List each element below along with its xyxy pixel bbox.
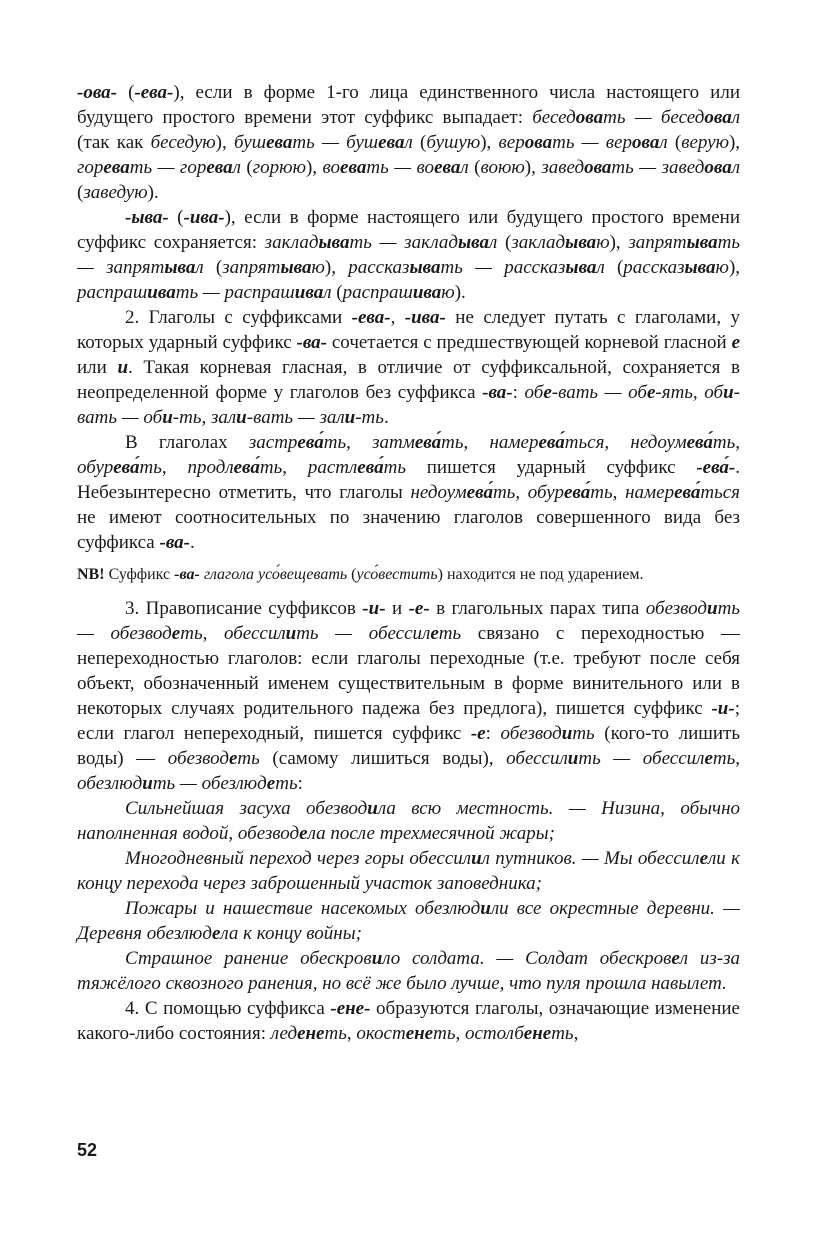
paragraph-rule-4: 4. С помощью суффикса -ене- образуются глаголы, означающие изменение какого-либо состояния: леденеть, окостенеть, остолбенеть, [77,998,740,1044]
page-body [77,80,740,1046]
paragraph-rule-2: 2. Глаголы с суффиксами -ева-, -ива- не следует путать с глаголами, у которых ударный суффикс -ва- сочетается с предшествующей корневой гласной е или и. Такая корневая гласная, в отличие от суффиксальной, сохраняется в неопределенной форме у глаголов без суффикса -ва-: обе-вать — обе-ять, оби-вать — оби-ть, зали-вать — зали-ть. [77,307,740,428]
paragraph-ova-suffix: -ова- (-ева-), если в форме 1-го лица единственного числа настоящего или будущего простого времени этот суффикс выпадает: беседовать — беседовал (так как беседую), бушевать — бушевал (бушую), веровать — веровал (верую), горевать — горевал (горюю), воевать — воевал (воюю), заведовать — заведовал (заведую). [77,82,741,203]
example-drought: Сильнейшая засуха обезводила всю местность. — Низина, обычно наполненная водой, обезводела после трехмесячной жары; [77,798,740,844]
example-mountains: Многодневный переход через горы обессилил путников. — Мы обессилели к концу перехода через заброшенный участок заповедника; [77,848,740,894]
paragraph-yva-suffix: -ыва- (-ива-), если в форме настоящего или будущего простого времени суффикс сохраняется: закладывать — закладывал (закладываю), запрятывать — запрятывал (запрятываю), рассказывать — рассказывал (рассказываю), распрашивать — распрашивал (распрашиваю). [77,207,741,303]
example-wound: Страшное ранение обескровило солдата. — Солдат обескровел из-за тяжёлого сквозного ранения, но всё же было лучше, что пуля прошла навылет. [77,948,741,994]
paragraph-rule-3: 3. Правописание суффиксов -и- и -е- в глагольных парах типа обезводить — обезводеть, обессилить — обессилеть связано с переходностью — непереходностью глаголов: если глаголы переходные (т.е. требуют после себя объект, обозначенный именем существительным в форме винительного или в некоторых случаях родительного падежа без предлога), пишется суффикс -и-; если глагол непереходный, пишется суффикс -е: обезводить (кого-то лишить воды) — обезводеть (самому лишиться воды), обессилить — обессилеть, обезлюдить — обезлюдеть: [77,598,740,794]
example-fires: Пожары и нашествие насекомых обезлюдили все окрестные деревни. — Деревня обезлюдела к концу войны; [77,898,740,944]
page-number: 52 [77,1140,98,1160]
nb-note: NB! Суффикс -ва- глагола усо́вещевать (усо́вестить) находится не под ударением. [77,566,644,583]
paragraph-stressed-suffix: В глаголах застрева́ть, затмева́ть, намерева́ться, недоумева́ть, обурева́ть, продлева́ть, растлева́ть пишется ударный суффикс -ева́-. Небезынтересно отметить, что глаголы недоумева́ть, обурева́ть, намерева́ться не имеют соотносительных по значению глаголов совершенного вида без суффикса -ва-. [77,432,741,553]
